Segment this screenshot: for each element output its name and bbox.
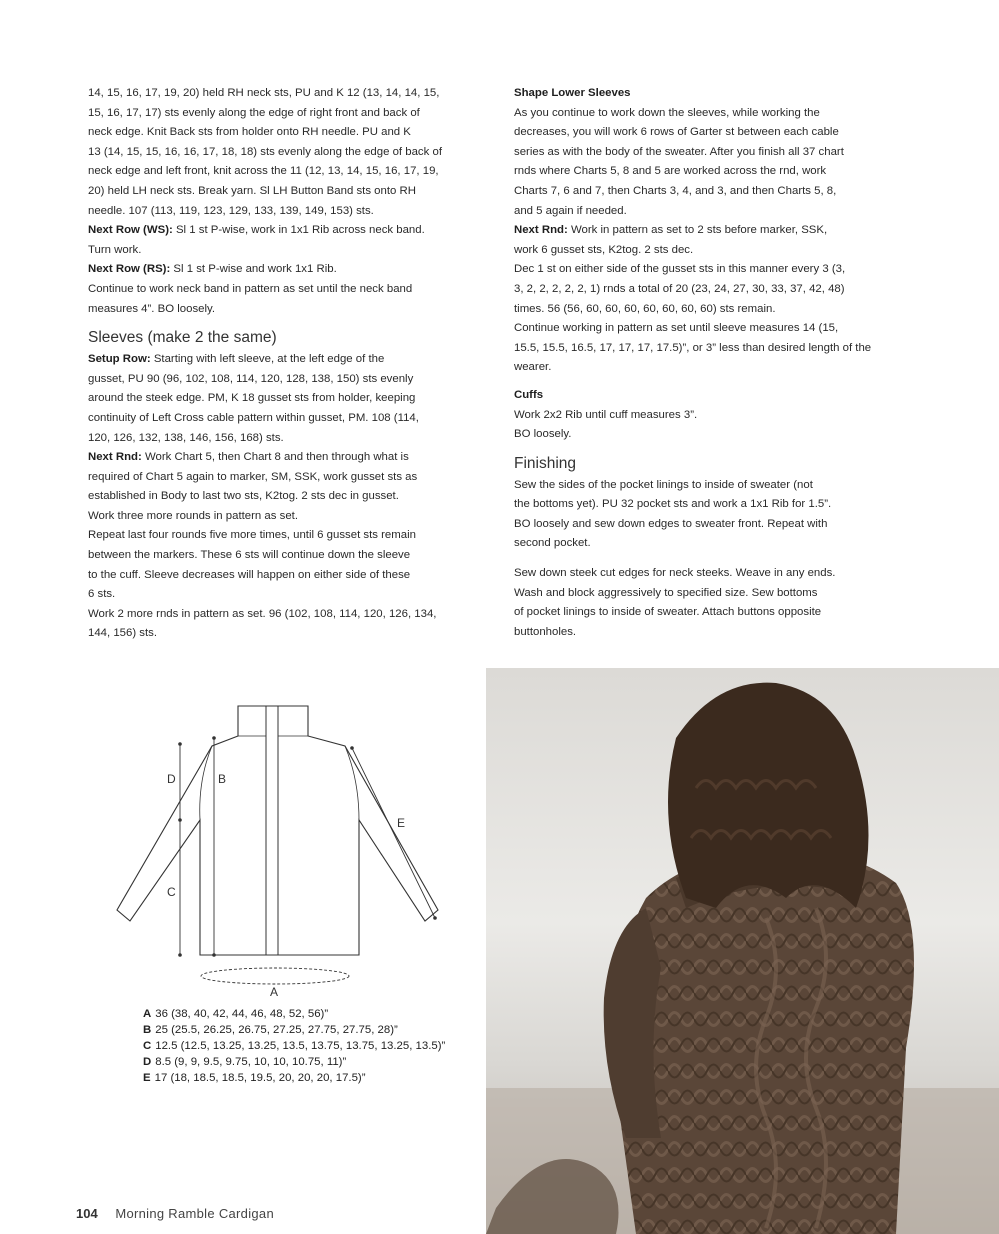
text-line: neck edge. Knit Back sts from holder onto RH needle. PU and K xyxy=(88,126,411,139)
text-line: As you continue to work down the sleeves, while working the xyxy=(514,106,820,119)
next-rnd xyxy=(514,221,914,241)
schematic-drawing xyxy=(100,690,470,1000)
label-a: A xyxy=(270,985,279,999)
text-line: Sew down steek cut edges for neck steeks. Weave in any ends. xyxy=(514,567,836,580)
measurement-letter: B xyxy=(143,1024,152,1036)
cardigan-schematic xyxy=(100,690,470,1010)
measure-dot xyxy=(350,746,354,750)
text-line: Work three more rounds in pattern as set. xyxy=(88,509,298,522)
measure-dot xyxy=(433,916,437,920)
text-line: continuity of Left Cross cable pattern within gusset, PM. 108 (114, xyxy=(88,411,419,424)
measurement-value: 8.5 (9, 9, 9.5, 9.75, 10, 10, 10.75, 11)” xyxy=(155,1056,347,1068)
text-line: 14, 15, 16, 17, 19, 20) held RH neck sts, PU and K 12 (13, 14, 14, 15, xyxy=(88,87,440,99)
measurement-letter: A xyxy=(143,1008,152,1020)
text-line: decreases, you will work 6 rows of Garter st between each cable xyxy=(514,126,839,139)
text-line: Sew the sides of the pocket linings to inside of sweater (not xyxy=(514,478,813,491)
text-line: 144, 156) sts. xyxy=(88,627,158,640)
next-row-ws xyxy=(88,221,488,241)
text-line: 13 (14, 15, 15, 16, 16, 17, 18, 18) sts evenly along the edge of back of xyxy=(88,145,442,158)
next-rnd-text: Work Chart 5, then Chart 8 and then through what is xyxy=(141,451,409,464)
measure-dot xyxy=(178,742,182,746)
text-line: Wash and block aggressively to specified size. Sew bottoms xyxy=(514,586,818,599)
text-line: required of Chart 5 again to marker, SM, SSK, work gusset sts as xyxy=(88,470,418,483)
right-column xyxy=(514,84,914,642)
text-line: 20) held LH neck sts. Break yarn. Sl LH Button Band sts onto RH xyxy=(88,184,416,197)
measurement-value: 17 (18, 18.5, 18.5, 19.5, 20, 20, 20, 17.5)” xyxy=(154,1072,366,1084)
text-line: 15, 16, 17, 17) sts evenly along the edge of right front and back of xyxy=(88,106,420,119)
next-rnd-label: Next Rnd: xyxy=(88,451,142,464)
sleeves-heading: Sleeves (make 2 the same) xyxy=(88,329,277,347)
next-row-ws-label: Next Row (WS): xyxy=(88,224,173,237)
text-line: of pocket linings to inside of sweater. Attach buttons opposite xyxy=(514,606,822,619)
measurement-value: 25 (25.5, 26.25, 26.75, 27.25, 27.75, 27.75, 28)” xyxy=(155,1024,398,1036)
measure-ellipse-a xyxy=(201,968,349,984)
label-d: D xyxy=(167,772,176,786)
setup-row xyxy=(88,350,488,370)
measurement-letter: E xyxy=(143,1072,151,1084)
page-number: 104 xyxy=(76,1206,98,1221)
text-line: Continue working in pattern as set until sleeve measures 14 (15, xyxy=(514,322,839,335)
text-line: Repeat last four rounds five more times, until 6 gusset sts remain xyxy=(88,529,416,542)
shape-lower-sleeves-heading: Shape Lower Sleeves xyxy=(514,87,631,99)
measurement-item xyxy=(143,1070,445,1086)
page-footer xyxy=(76,1206,274,1221)
text-line: and 5 again if needed. xyxy=(514,204,627,217)
text-line: neck edge and left front, knit across the 11 (12, 13, 14, 15, 16, 17, 19, xyxy=(88,165,439,178)
text-line: around the steek edge. PM, K 18 gusset sts from holder, keeping xyxy=(88,392,416,405)
measurement-item xyxy=(143,1022,445,1038)
spacer xyxy=(514,378,914,386)
measurement-item xyxy=(143,1054,445,1070)
measurement-value: 36 (38, 40, 42, 44, 46, 48, 52, 56)” xyxy=(155,1008,329,1020)
text-line: needle. 107 (113, 119, 123, 129, 133, 139, 149, 153) sts. xyxy=(88,204,374,217)
left-column xyxy=(88,84,488,644)
label-e: E xyxy=(397,816,406,830)
text-line: Work 2 more rnds in pattern as set. 96 (102, 108, 114, 120, 126, 134, xyxy=(88,607,437,620)
finishing-heading: Finishing xyxy=(514,454,577,472)
text-line: buttonholes. xyxy=(514,625,577,638)
text-line: Turn work. xyxy=(88,243,142,256)
cuffs-heading: Cuffs xyxy=(514,388,544,401)
next-row-ws-text: Sl 1 st P-wise, work in 1x1 Rib across neck band. xyxy=(172,224,425,237)
text-line: Dec 1 st on either side of the gusset sts in this manner every 3 (3, xyxy=(514,263,846,276)
label-c: C xyxy=(167,885,176,899)
spacer xyxy=(514,554,914,564)
measure-dot xyxy=(212,736,216,740)
sweater-body xyxy=(614,848,914,1234)
measure-dot xyxy=(178,953,182,957)
text-line: times. 56 (56, 60, 60, 60, 60, 60, 60, 60) sts remain. xyxy=(514,302,776,315)
text-line: Continue to work neck band in pattern as set until the neck band xyxy=(88,282,413,295)
intro-paragraph xyxy=(88,84,488,221)
text-line: between the markers. These 6 sts will continue down the sleeve xyxy=(88,549,411,562)
measurement-letter: D xyxy=(143,1056,152,1068)
pattern-title: Morning Ramble Cardigan xyxy=(115,1206,274,1221)
next-rnd xyxy=(88,448,488,468)
text-line: BO loosely and sew down edges to sweater front. Repeat with xyxy=(514,517,828,530)
text-line: 6 sts. xyxy=(88,588,116,601)
next-row-rs-text: Sl 1 st P-wise and work 1x1 Rib. xyxy=(170,263,337,276)
text-line: to the cuff. Sleeve decreases will happen on either side of these xyxy=(88,568,411,581)
text-line: BO loosely. xyxy=(514,428,572,441)
text-line: 120, 126, 132, 138, 146, 156, 168) sts. xyxy=(88,431,284,444)
text-line: Charts 7, 6 and 7, then Charts 3, 4, and 3, and then Charts 5, 8, xyxy=(514,184,837,197)
label-b: B xyxy=(218,772,227,786)
text-line: established in Body to last two sts, K2tog. 2 sts dec in gusset. xyxy=(88,490,399,503)
text-line: the bottoms yet). PU 32 pocket sts and work a 1x1 Rib for 1.5”. xyxy=(514,498,832,511)
text-line: gusset, PU 90 (96, 102, 108, 114, 120, 128, 138, 150) sts evenly xyxy=(88,372,414,385)
next-rnd-text: Work in pattern as set to 2 sts before marker, SSK, xyxy=(567,224,828,237)
text-line: 3, 2, 2, 2, 2, 2, 1) rnds a total of 20 (23, 24, 27, 30, 33, 37, 42, 48) xyxy=(514,282,845,295)
text-line: 15.5, 15.5, 16.5, 17, 17, 17, 17.5)”, or 3” less than desired length of the xyxy=(514,341,872,354)
next-row-rs-label: Next Row (RS): xyxy=(88,263,171,276)
setup-row-text: Starting with left sleeve, at the left edge of the xyxy=(150,353,385,366)
setup-row-label: Setup Row: xyxy=(88,353,151,366)
text-line: second pocket. xyxy=(514,537,591,550)
text-line: Work 2x2 Rib until cuff measures 3”. xyxy=(514,408,698,421)
photo-illustration xyxy=(486,668,999,1234)
next-row-rs xyxy=(88,260,488,280)
measurement-list xyxy=(143,1006,445,1086)
measurement-value: 12.5 (12.5, 13.25, 13.25, 13.5, 13.75, 13.75, 13.25, 13.5)” xyxy=(155,1040,446,1052)
text-line: series as with the body of the sweater. After you finish all 37 chart xyxy=(514,145,844,158)
text-line: rnds where Charts 5, 8 and 5 are worked across the rnd, work xyxy=(514,165,827,178)
model-photo xyxy=(486,668,999,1234)
measurement-item xyxy=(143,1006,445,1022)
next-rnd-label: Next Rnd: xyxy=(514,224,568,237)
text-line: measures 4”. BO loosely. xyxy=(88,302,216,315)
text-line: work 6 gusset sts, K2tog. 2 sts dec. xyxy=(514,243,694,256)
measure-line-e xyxy=(352,748,435,918)
measure-dot xyxy=(212,953,216,957)
measurement-item xyxy=(143,1038,445,1054)
text-line: wearer. xyxy=(514,361,552,374)
measurement-letter: C xyxy=(143,1040,152,1052)
